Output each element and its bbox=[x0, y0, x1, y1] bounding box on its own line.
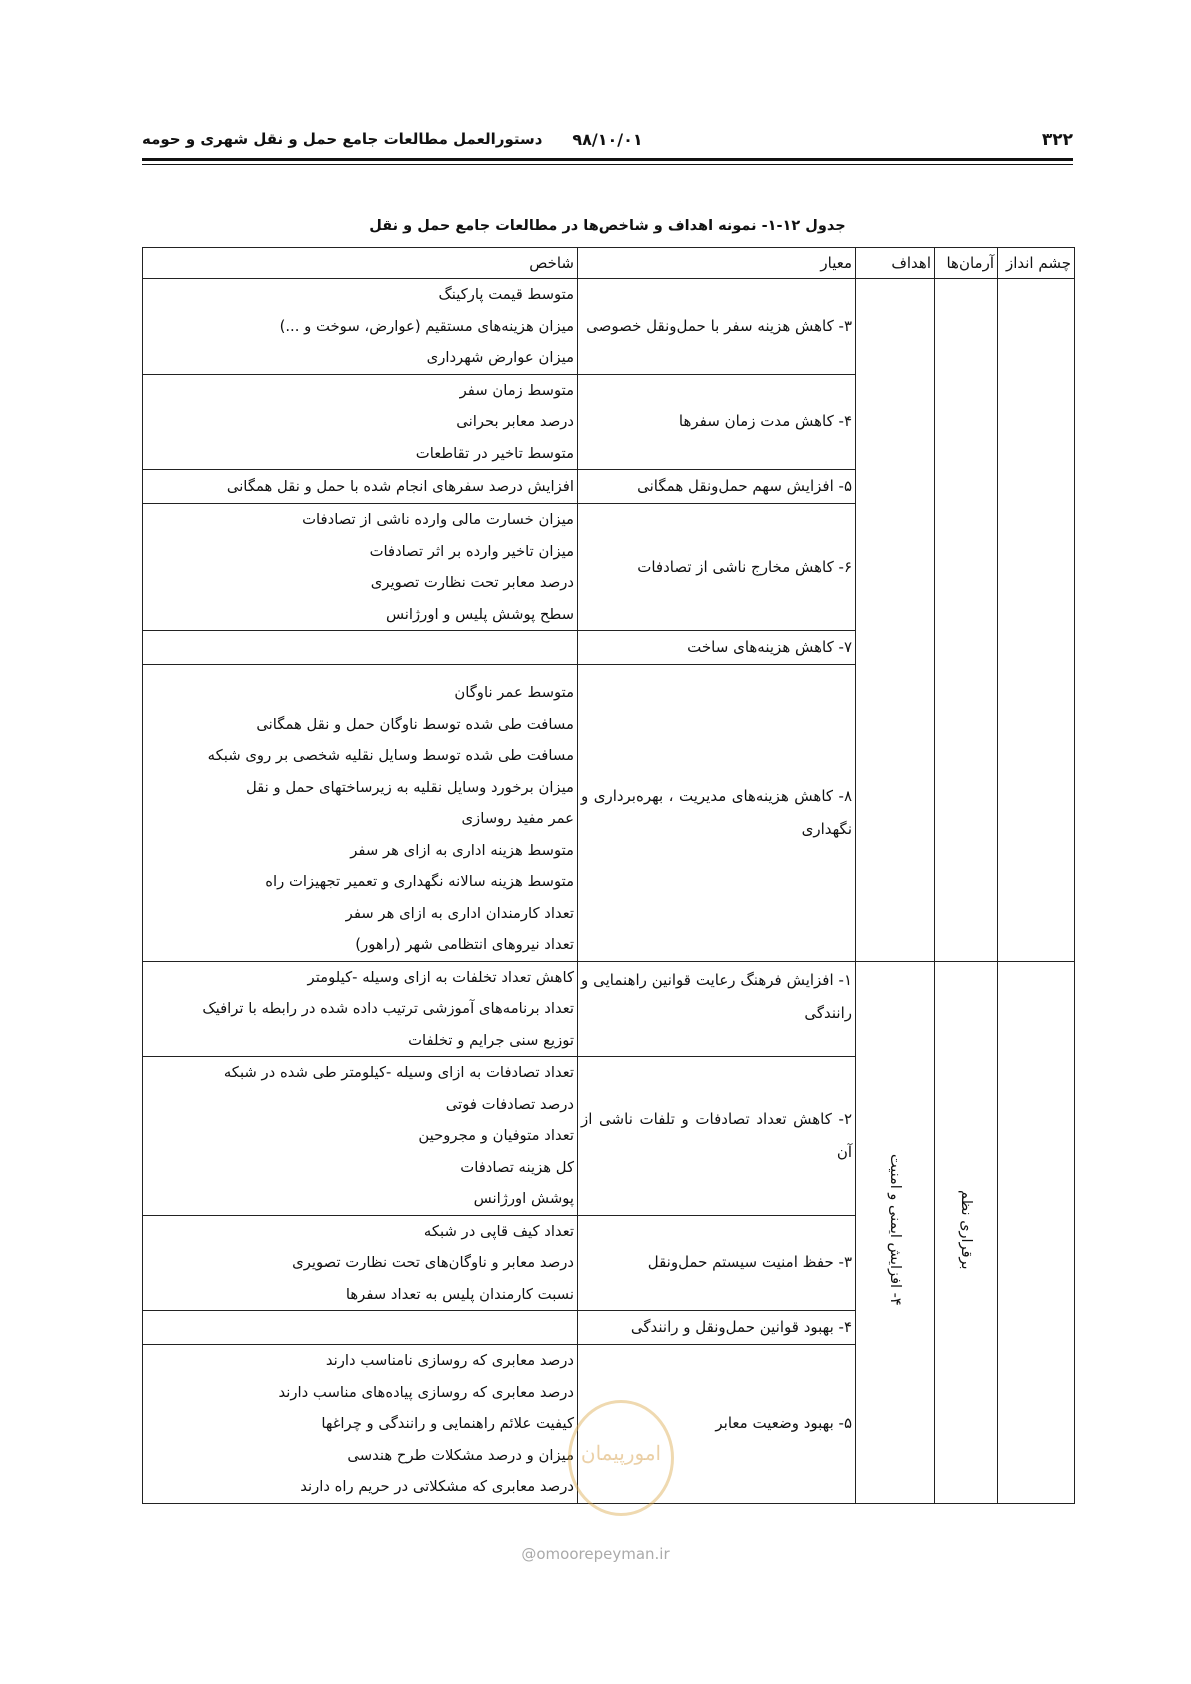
header-criteria: معیار bbox=[578, 248, 856, 279]
header-rule-thick bbox=[142, 158, 1073, 161]
criterion-cell: ۴- بهبود قوانین حمل‌ونقل و رانندگی bbox=[578, 1311, 856, 1345]
ideal-label: برقراری نظم bbox=[958, 1190, 974, 1270]
criterion-cell: ۲- کاهش تعداد تصادفات و تلفات ناشی از آن bbox=[578, 1057, 856, 1216]
indicator-line: متوسط عمر ناوگان bbox=[454, 684, 574, 701]
criterion-cell: ۷- کاهش هزینه‌های ساخت bbox=[578, 631, 856, 665]
indicator-line: میزان تاخیر وارده بر اثر تصادفات bbox=[369, 542, 574, 560]
indicator-line: کل هزینه تصادفات bbox=[460, 1158, 574, 1176]
criterion-cell: ۵- بهبود وضعیت معابر bbox=[578, 1345, 856, 1504]
indicator-line: متوسط قیمت پارکینگ bbox=[438, 286, 574, 303]
indicator-line: میزان و درصد مشکلات طرح هندسی bbox=[347, 1446, 574, 1464]
criterion-cell: ۱- افزایش فرهنگ رعایت قوانین راهنمایی و رانندگی bbox=[578, 961, 856, 1057]
indicator-cell bbox=[143, 631, 578, 665]
indicator-cell bbox=[143, 374, 578, 470]
header-ideals: آرمان‌ها bbox=[935, 248, 998, 279]
indicator-line: درصد تصادفات فوتی bbox=[445, 1095, 574, 1113]
indicator-line: درصد معابر و ناوگان‌های تحت نظارت تصویری bbox=[292, 1254, 574, 1271]
indicator-line: کیفیت علائم راهنمایی و رانندگی و چراغها bbox=[321, 1415, 574, 1432]
indicator-line: درصد معابر تحت نظارت تصویری bbox=[370, 574, 574, 591]
indicator-line: میزان برخورد وسایل نقلیه به زیرساختهای حمل و نقل bbox=[245, 778, 574, 796]
vision-cell bbox=[998, 279, 1075, 962]
indicator-line: کاهش تعداد تخلفات به ازای وسیله -کیلومتر bbox=[307, 968, 574, 986]
indicator-line: تعداد برنامه‌های آموزشی ترتیب داده شده در رابطه با ترافیک bbox=[202, 1000, 574, 1017]
indicator-cell bbox=[143, 1345, 578, 1504]
indicator-cell bbox=[143, 665, 578, 962]
indicator-cell bbox=[143, 279, 578, 375]
indicator-line: مسافت طی شده توسط وسایل نقلیه شخصی بر روی شبکه bbox=[207, 747, 574, 764]
indicator-line: میزان عوارض شهرداری bbox=[426, 349, 574, 366]
page-header bbox=[142, 126, 1073, 160]
indicator-line: درصد معابری که مشکلاتی در حریم راه دارند bbox=[300, 1478, 574, 1495]
indicator-cell bbox=[143, 961, 578, 1057]
indicator-line: عمر مفید روسازی bbox=[461, 810, 574, 827]
indicator-line: درصد معابر بحرانی bbox=[456, 413, 574, 430]
indicator-line: متوسط هزینه سالانه نگهداری و تعمیر تجهیزات راه bbox=[265, 873, 574, 890]
indicator-cell bbox=[143, 504, 578, 631]
table-caption: جدول ۱۲-۱- نمونه اهداف و شاخص‌ها در مطالعات جامع حمل و نقل bbox=[369, 218, 846, 234]
indicator-line: افزایش درصد سفرهای انجام شده با حمل و نقل همگانی bbox=[226, 477, 574, 495]
goal-label: ۴- افزایش ایمنی و امنیت bbox=[887, 1154, 903, 1306]
criterion-cell: ۸- کاهش هزینه‌های مدیریت ، بهره‌برداری و نگهداری bbox=[578, 665, 856, 962]
indicator-line: تعداد کارمندان اداری به ازای هر سفر bbox=[345, 904, 574, 922]
indicator-line: میزان هزینه‌های مستقیم (عوارض، سوخت و ...) bbox=[279, 317, 574, 335]
indicator-line: تعداد کیف قاپی در شبکه bbox=[423, 1222, 574, 1240]
indicator-line: درصد معابری که روسازی نامناسب دارند bbox=[325, 1352, 574, 1369]
criterion-cell: ۴- کاهش مدت زمان سفرها bbox=[578, 374, 856, 470]
header-title: دستورالعمل مطالعات جامع حمل و نقل شهری و حومه bbox=[142, 130, 543, 148]
indicator-line: متوسط هزینه اداری به ازای هر سفر bbox=[350, 841, 574, 859]
indicator-line: متوسط زمان سفر bbox=[459, 381, 574, 399]
header-vision: چشم انداز bbox=[998, 248, 1075, 279]
page-number: ۳۲۲ bbox=[1041, 130, 1073, 150]
indicator-line: پوشش اورژانس bbox=[473, 1190, 574, 1207]
criterion-cell: ۶- کاهش مخارج ناشی از تصادفات bbox=[578, 504, 856, 631]
header-goals: اهداف bbox=[856, 248, 935, 279]
goal-cell bbox=[856, 279, 935, 962]
table-row bbox=[143, 961, 1075, 1057]
indicator-cell bbox=[143, 1311, 578, 1345]
indicator-line: تعداد تصادفات به ازای وسیله -کیلومتر طی شده در شبکه bbox=[223, 1064, 574, 1081]
criterion-cell: ۳- کاهش هزینه سفر با حمل‌ونقل خصوصی bbox=[578, 279, 856, 375]
indicator-line: متوسط تاخیر در تقاطعات bbox=[415, 444, 574, 462]
indicator-cell bbox=[143, 1215, 578, 1311]
indicator-line: نسبت کارمندان پلیس به تعداد سفرها bbox=[345, 1285, 574, 1303]
header-rule-thin bbox=[142, 164, 1073, 165]
table-header-row bbox=[143, 248, 1075, 279]
indicator-cell bbox=[143, 470, 578, 504]
criterion-cell: ۵- افزایش سهم حمل‌ونقل همگانی bbox=[578, 470, 856, 504]
indicator-line: درصد معابری که روسازی پیاده‌های مناسب دارند bbox=[278, 1383, 574, 1401]
ideal-cell bbox=[935, 279, 998, 962]
header-indicators: شاخص bbox=[143, 248, 578, 279]
indicator-line: میزان خسارت مالی وارده ناشی از تصادفات bbox=[302, 511, 574, 528]
indicator-line: سطح پوشش پلیس و اورژانس bbox=[385, 605, 574, 623]
ideal-cell bbox=[935, 961, 998, 1503]
header-date: ۹۸/۱۰/۰۱ bbox=[572, 130, 643, 149]
indicator-line: توزیع سنی جرایم و تخلفات bbox=[408, 1031, 574, 1049]
watermark-logo: امورپیمان bbox=[568, 1400, 674, 1516]
indicator-line: تعداد متوفیان و مجروحین bbox=[418, 1127, 574, 1144]
table-row bbox=[143, 279, 1075, 375]
indicator-line: مسافت طی شده توسط ناوگان حمل و نقل همگانی bbox=[256, 715, 574, 733]
indicator-line: تعداد نیروهای انتظامی شهر (راهور) bbox=[355, 936, 574, 953]
goal-cell bbox=[856, 961, 935, 1503]
footer-handle: @omoorepeyman.ir bbox=[521, 1545, 670, 1563]
indicator-cell bbox=[143, 1057, 578, 1216]
goals-indicators-table bbox=[142, 247, 1075, 1504]
vision-cell bbox=[998, 961, 1075, 1503]
criterion-cell: ۳- حفظ امنیت سیستم حمل‌ونقل bbox=[578, 1215, 856, 1311]
